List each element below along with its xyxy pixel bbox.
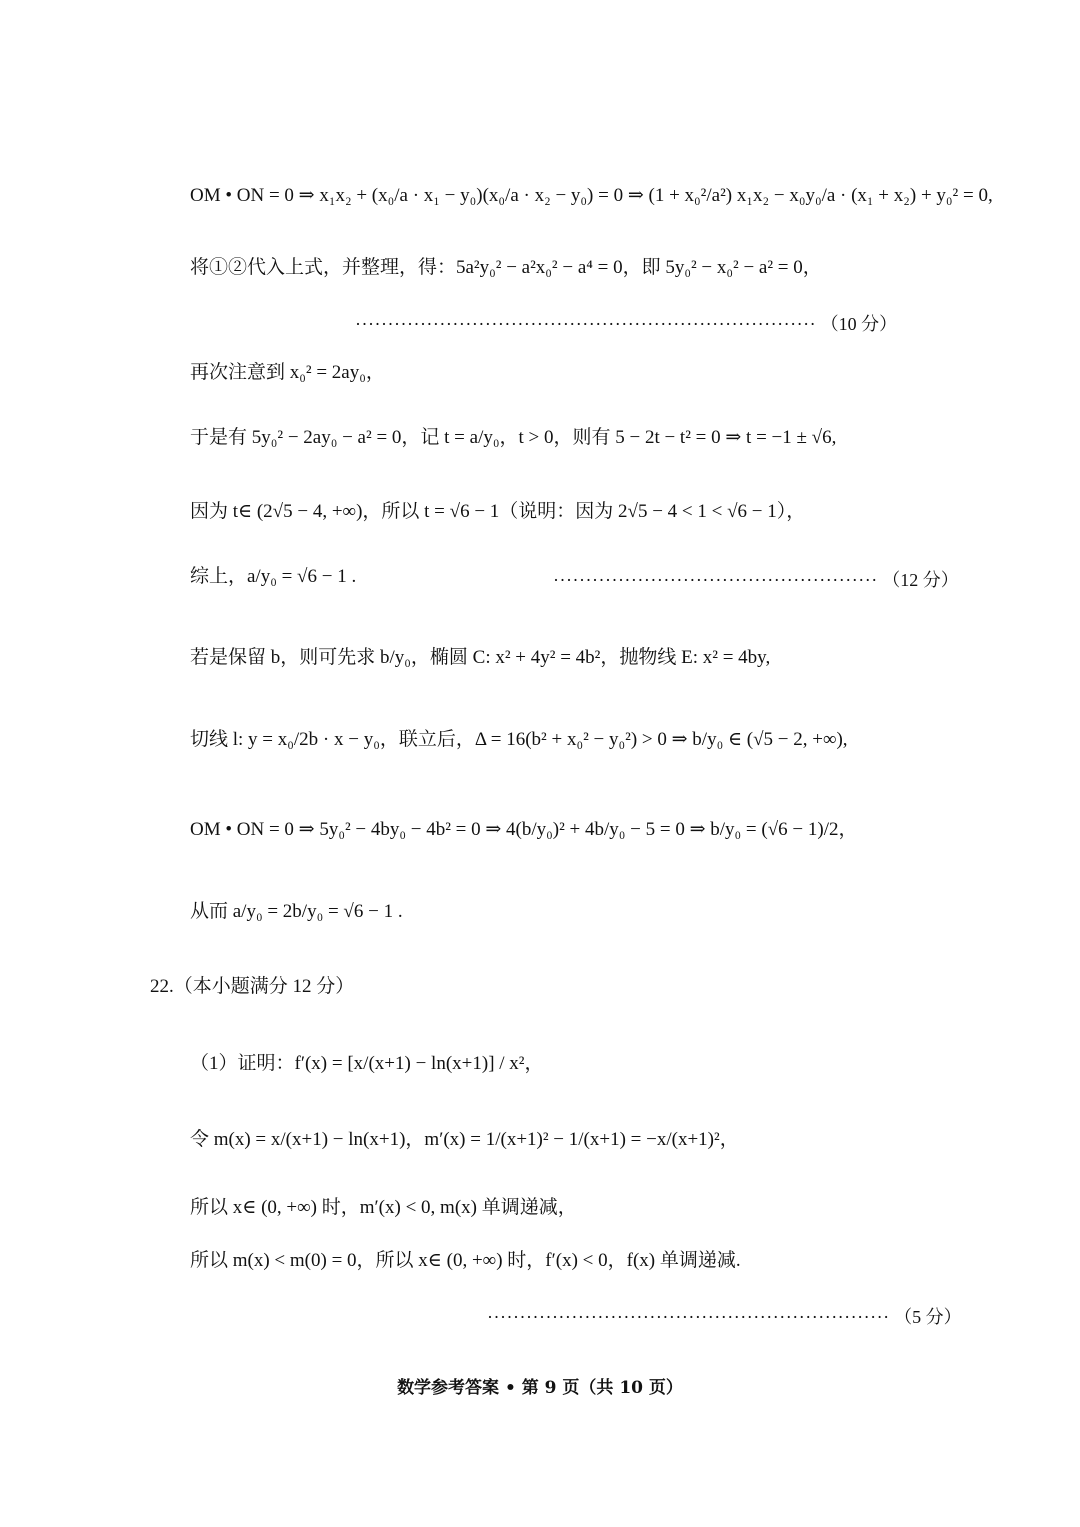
equation-text: 综上，a/y₀ = √6 − 1 . [190, 566, 357, 587]
leader-dots: ······································································· [355, 314, 817, 334]
score-label: （5 分） [894, 1307, 962, 1327]
text-line-therefore [190, 902, 403, 921]
equation-line-dot-product-b [190, 820, 857, 839]
text-line-monotone-m [190, 1198, 577, 1217]
text-line-substitute [190, 258, 822, 277]
equation-text: 因为 t∈ (2√5 − 4, +∞)，所以 t = √6 − 1（说明：因为 2√5 − 4 < 1 < √6 − 1）， [190, 501, 806, 522]
leader-dots: ······························································ [487, 1307, 890, 1327]
score-line-12 [553, 566, 959, 592]
score-line-5 [487, 1303, 962, 1329]
text-line-monotone-f [190, 1251, 741, 1270]
equation-text: 再次注意到 x₀² = 2ay₀， [190, 362, 385, 383]
text-line-note [190, 363, 385, 382]
equation-text: OM • ON = 0 ⇒ x₁x₂ + (x₀/a · x₁ − y₀)(x₀/a · x₂ − y₀) = 0 ⇒ (1 + x₀²/a²) x₁x₂ − x₀y₀/a · (x₁ + x₂) + y₀² = 0, [190, 185, 993, 206]
equation-text: 将①②代入上式，并整理，得：5a²y₀² − a²x₀² − a⁴ = 0，即 5y₀² − x₀² − a² = 0， [190, 257, 822, 278]
text-line-tangent [190, 730, 848, 749]
equation-text: 切线 l: y = x₀/2b · x − y₀，联立后，Δ = 16(b² + x₀² − y₀²) > 0 ⇒ b/y₀ ∈ (√5 − 2, +∞), [190, 729, 848, 750]
text-line-alternative [190, 648, 770, 667]
score-label: （10 分） [820, 314, 898, 334]
page-footer [0, 1373, 1080, 1398]
equation-text: （1）证明：f′(x) = [x/(x+1) − ln(x+1)] / x²， [190, 1053, 544, 1074]
section-title-text: 22.（本小题满分 12 分） [150, 976, 355, 997]
equation-text: 若是保留 b，则可先求 b/y₀，椭圆 C: x² + 4y² = 4b²，抛物线 E: x² = 4by, [190, 647, 771, 668]
equation-text: 令 m(x) = x/(x+1) − ln(x+1)，m′(x) = 1/(x+1)² − 1/(x+1) = −x/(x+1)²， [190, 1129, 739, 1150]
section-heading-22 [150, 971, 354, 998]
equation-text: 所以 x∈ (0, +∞) 时，m′(x) < 0, m(x) 单调递减， [190, 1197, 577, 1218]
equation-text: 所以 m(x) < m(0) = 0，所以 x∈ (0, +∞) 时，f′(x) < 0，f(x) 单调递减. [190, 1250, 741, 1271]
text-line-range [190, 502, 805, 521]
text-line-proof [190, 1054, 544, 1073]
text-line-quadratic [190, 428, 836, 447]
equation-text: 于是有 5y₀² − 2ay₀ − a² = 0，记 t = a/y₀，t > 0，则有 5 − 2t − t² = 0 ⇒ t = −1 ± √6, [190, 427, 837, 448]
equation-text: 从而 a/y₀ = 2b/y₀ = √6 − 1 . [190, 901, 403, 922]
text-line-define-m [190, 1130, 739, 1149]
score-line-10 [355, 310, 897, 336]
leader-dots: ·················································· [553, 570, 878, 590]
footer-text: 数学参考答案 • 第 9 页（共 10 页） [397, 1378, 683, 1398]
text-line-conclusion [190, 567, 356, 586]
score-label: （12 分） [882, 570, 959, 590]
equation-line-dot-product [190, 186, 993, 205]
equation-text: OM • ON = 0 ⇒ 5y₀² − 4by₀ − 4b² = 0 ⇒ 4(b/y₀)² + 4b/y₀ − 5 = 0 ⇒ b/y₀ = (√6 − 1)/2， [190, 819, 858, 840]
